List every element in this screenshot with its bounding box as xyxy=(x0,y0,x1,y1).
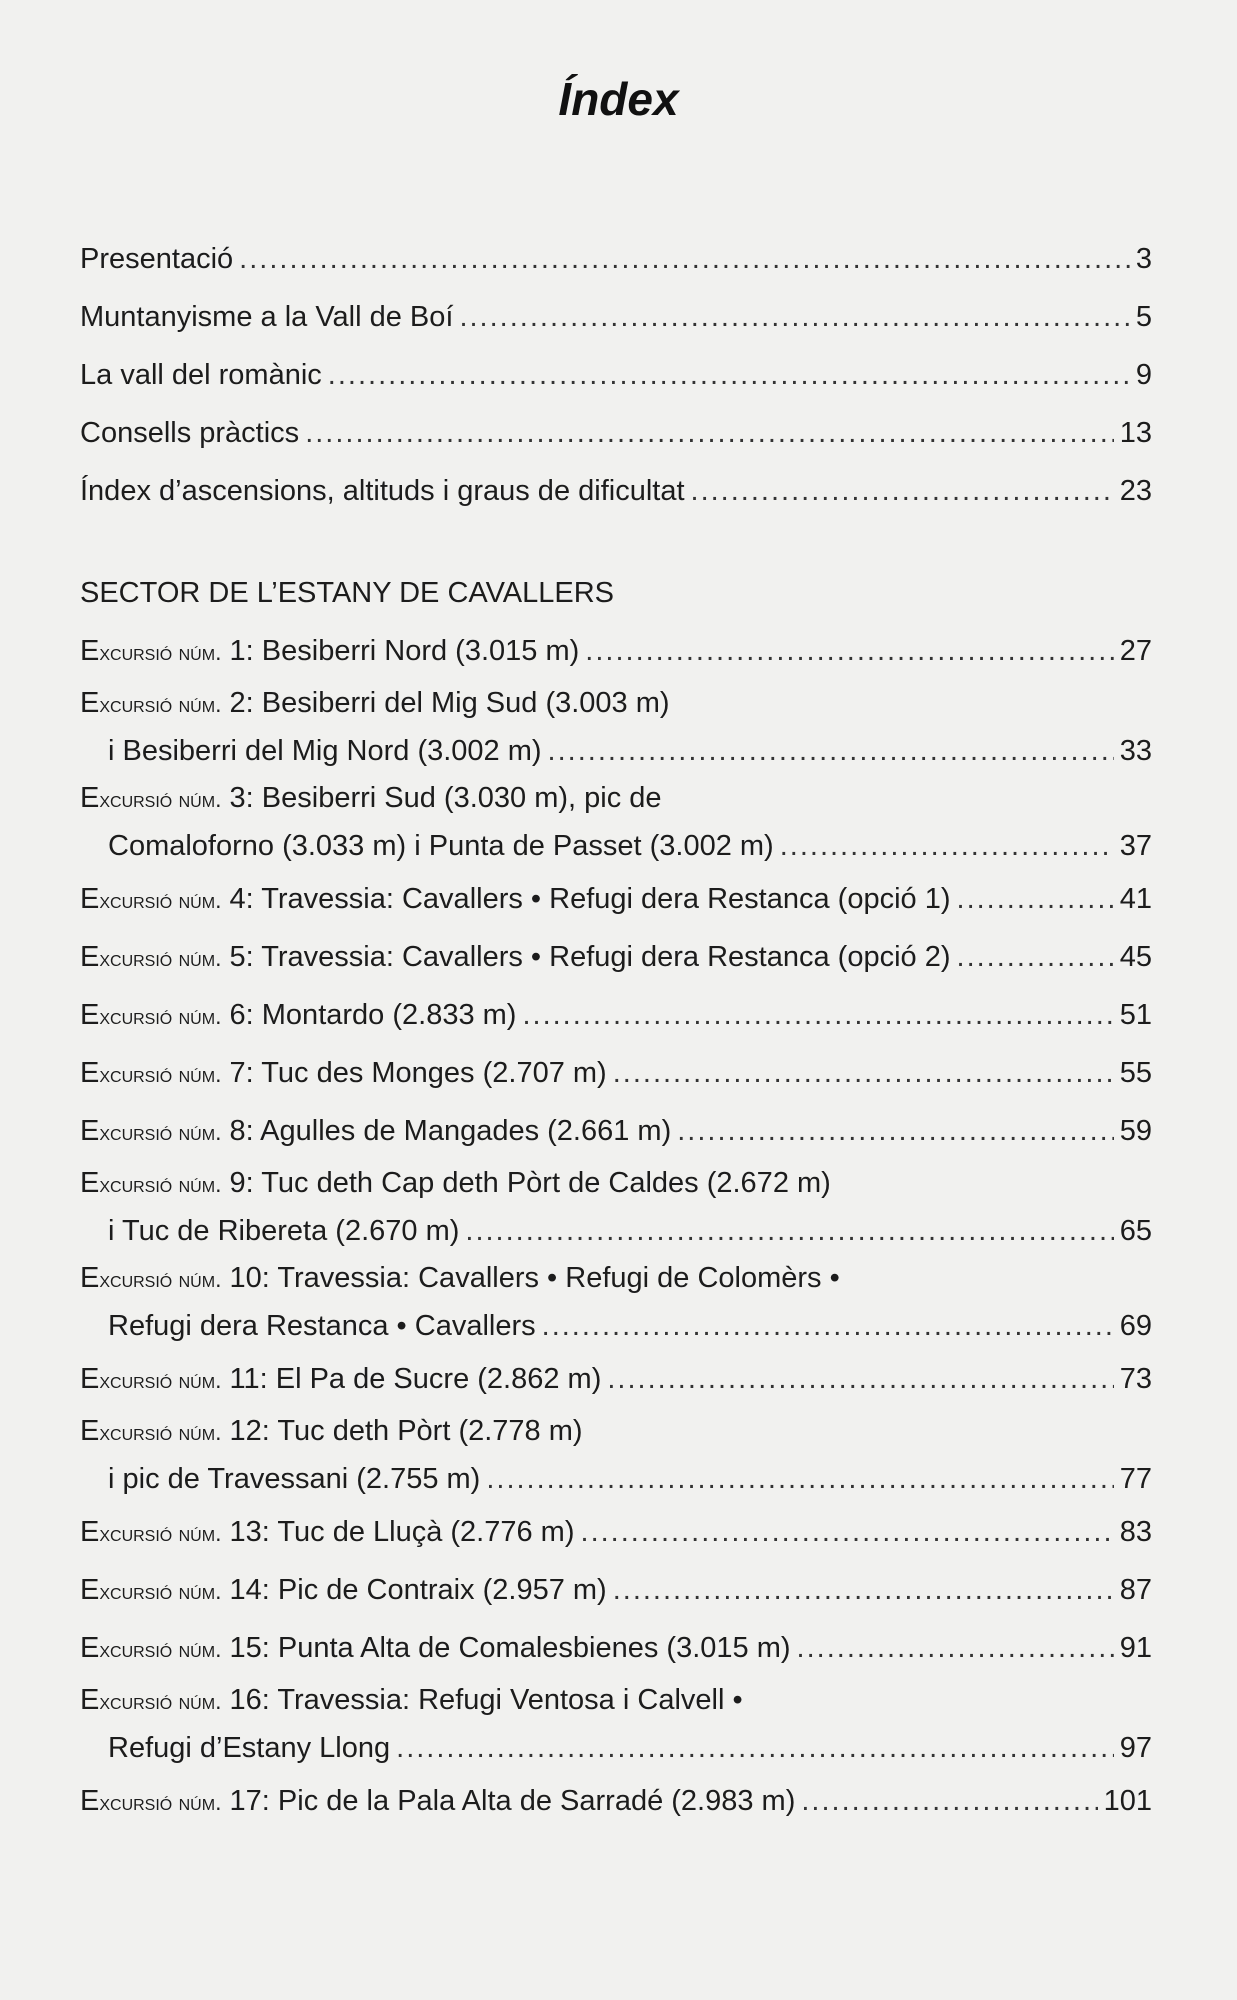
page-title: Índex xyxy=(558,73,679,125)
toc-entry[interactable] xyxy=(80,462,1152,520)
excursion-entry[interactable] xyxy=(80,1102,1152,1160)
excursion-prefix xyxy=(80,1619,221,1678)
entry-label: i Besiberri del Mig Nord (3.002 m) xyxy=(108,735,542,767)
excursion-prefix-initial: E xyxy=(80,1262,100,1294)
page-number: 87 xyxy=(1119,1574,1152,1606)
prelim-list xyxy=(80,230,1152,520)
excursion-entry[interactable] xyxy=(80,870,1152,928)
dot-leader xyxy=(691,462,1114,520)
page-number: 65 xyxy=(1119,1215,1152,1247)
excursion-prefix xyxy=(80,1350,221,1409)
dot-leader xyxy=(459,288,1129,346)
excursion-prefix-initial: E xyxy=(80,1516,100,1548)
excursion-prefix-initial: E xyxy=(80,1574,100,1606)
entry-label: 12: Tuc deth Pòrt (2.778 m) xyxy=(229,1415,583,1447)
dot-leader xyxy=(328,346,1130,404)
excursion-prefix-rest: xcursió núm. xyxy=(99,1520,222,1546)
excursion-list xyxy=(80,622,1152,1830)
excursion-prefix-rest: xcursió núm. xyxy=(99,691,222,717)
entry-label: 3: Besiberri Sud (3.030 m), pic de xyxy=(229,782,662,814)
excursion-prefix-initial: E xyxy=(80,1632,100,1664)
dot-leader xyxy=(677,1102,1113,1160)
excursion-prefix-rest: xcursió núm. xyxy=(99,1119,222,1145)
excursion-prefix xyxy=(80,775,221,823)
entry-label: 6: Montardo (2.833 m) xyxy=(229,999,517,1031)
excursion-prefix-rest: xcursió núm. xyxy=(99,1061,222,1087)
excursion-prefix-initial: E xyxy=(80,1684,100,1716)
excursion-prefix xyxy=(80,1102,221,1161)
dot-leader xyxy=(607,1350,1113,1408)
entry-label: 10: Travessia: Cavallers • Refugi de Colomèrs • xyxy=(229,1262,840,1294)
excursion-prefix xyxy=(80,1561,221,1620)
toc-entry[interactable] xyxy=(80,230,1152,288)
entry-label: i Tuc de Ribereta (2.670 m) xyxy=(108,1215,460,1247)
entry-label: Refugi d’Estany Llong xyxy=(108,1732,391,1764)
excursion-entry[interactable] xyxy=(80,1503,1152,1561)
excursion-entry[interactable] xyxy=(80,1619,1152,1677)
page-number: 77 xyxy=(1119,1463,1152,1495)
excursion-prefix xyxy=(80,986,221,1045)
dot-leader xyxy=(797,1619,1114,1677)
toc-entry[interactable] xyxy=(80,346,1152,404)
toc-entry[interactable] xyxy=(80,404,1152,462)
dot-leader xyxy=(957,870,1114,928)
excursion-entry[interactable] xyxy=(80,1408,1152,1455)
dot-leader xyxy=(239,230,1130,288)
excursion-prefix-initial: E xyxy=(80,1167,100,1199)
dot-leader xyxy=(486,1455,1113,1503)
page-number: 3 xyxy=(1135,243,1152,275)
entry-label: 8: Agulles de Mangades (2.661 m) xyxy=(229,1115,672,1147)
entry-label: 1: Besiberri Nord (3.015 m) xyxy=(229,635,580,667)
excursion-prefix-rest: xcursió núm. xyxy=(99,1578,222,1604)
excursion-entry[interactable] xyxy=(80,1350,1152,1408)
dot-leader xyxy=(581,1503,1114,1561)
entry-label: 16: Travessia: Refugi Ventosa i Calvell • xyxy=(229,1684,743,1716)
page-number: 41 xyxy=(1119,883,1152,915)
toc-entry[interactable] xyxy=(80,288,1152,346)
excursion-prefix-initial: E xyxy=(80,635,100,667)
entry-label: 17: Pic de la Pala Alta de Sarradé (2.983 m) xyxy=(229,1785,796,1817)
excursion-entry-continued[interactable] xyxy=(80,1724,1152,1772)
excursion-prefix xyxy=(80,928,221,987)
page-number: 97 xyxy=(1119,1732,1152,1764)
excursion-entry-continued[interactable] xyxy=(80,1207,1152,1255)
entry-label: 14: Pic de Contraix (2.957 m) xyxy=(229,1574,607,1606)
entry-label: Comaloforno (3.033 m) i Punta de Passet (3.002 m) xyxy=(108,830,774,862)
excursion-entry-continued[interactable] xyxy=(80,822,1152,870)
excursion-prefix-initial: E xyxy=(80,1057,100,1089)
excursion-prefix-rest: xcursió núm. xyxy=(99,1367,222,1393)
excursion-prefix xyxy=(80,1160,221,1208)
excursion-prefix-initial: E xyxy=(80,1115,100,1147)
excursion-prefix-rest: xcursió núm. xyxy=(99,1171,222,1197)
dot-leader xyxy=(613,1044,1114,1102)
excursion-prefix xyxy=(80,1044,221,1103)
entry-label: La vall del romànic xyxy=(80,359,322,391)
excursion-prefix-rest: xcursió núm. xyxy=(99,1003,222,1029)
entry-label: 5: Travessia: Cavallers • Refugi dera Restanca (opció 2) xyxy=(229,941,951,973)
dot-leader xyxy=(522,986,1113,1044)
excursion-entry[interactable] xyxy=(80,1561,1152,1619)
excursion-entry-continued[interactable] xyxy=(80,1302,1152,1350)
excursion-prefix-rest: xcursió núm. xyxy=(99,786,222,812)
section-heading: SECTOR DE L’ESTANY DE CAVALLERS xyxy=(80,577,614,609)
excursion-prefix xyxy=(80,622,221,681)
excursion-prefix-initial: E xyxy=(80,1415,100,1447)
entry-label: 7: Tuc des Monges (2.707 m) xyxy=(229,1057,607,1089)
page-number: 33 xyxy=(1119,735,1152,767)
excursion-prefix xyxy=(80,1503,221,1562)
entry-label: Presentació xyxy=(80,243,234,275)
excursion-entry[interactable] xyxy=(80,928,1152,986)
page-number: 59 xyxy=(1119,1115,1152,1147)
entry-label: 13: Tuc de Lluçà (2.776 m) xyxy=(229,1516,575,1548)
dot-leader xyxy=(801,1772,1097,1830)
excursion-prefix-rest: xcursió núm. xyxy=(99,1688,222,1714)
excursion-entry[interactable] xyxy=(80,1772,1152,1830)
excursion-prefix-initial: E xyxy=(80,782,100,814)
dot-leader xyxy=(585,622,1113,680)
entry-label: 4: Travessia: Cavallers • Refugi dera Restanca (opció 1) xyxy=(229,883,951,915)
excursion-prefix-rest: xcursió núm. xyxy=(99,639,222,665)
page-number: 5 xyxy=(1135,301,1152,333)
page-number: 69 xyxy=(1119,1310,1152,1342)
excursion-entry[interactable] xyxy=(80,986,1152,1044)
dot-leader xyxy=(548,727,1114,775)
entry-label: 9: Tuc deth Cap deth Pòrt de Caldes (2.672 m) xyxy=(229,1167,831,1199)
entry-label: Refugi dera Restanca • Cavallers xyxy=(108,1310,536,1342)
excursion-prefix xyxy=(80,1255,221,1303)
excursion-prefix-initial: E xyxy=(80,883,100,915)
dot-leader xyxy=(396,1724,1114,1772)
dot-leader xyxy=(613,1561,1114,1619)
entry-label: i pic de Travessani (2.755 m) xyxy=(108,1463,481,1495)
excursion-entry[interactable] xyxy=(80,680,1152,727)
page-number: 23 xyxy=(1119,475,1152,507)
table-of-contents xyxy=(80,230,1152,1830)
excursion-entry-continued[interactable] xyxy=(80,727,1152,775)
excursion-prefix xyxy=(80,1408,221,1456)
page-number: 13 xyxy=(1119,417,1152,449)
page-number: 83 xyxy=(1119,1516,1152,1548)
excursion-prefix-rest: xcursió núm. xyxy=(99,1419,222,1445)
page-number: 55 xyxy=(1119,1057,1152,1089)
entry-label: Índex d’ascensions, altituds i graus de dificultat xyxy=(80,475,685,507)
page-number: 27 xyxy=(1119,635,1152,667)
excursion-entry[interactable] xyxy=(80,775,1152,822)
entry-label: 2: Besiberri del Mig Sud (3.003 m) xyxy=(229,687,670,719)
excursion-prefix-initial: E xyxy=(80,687,100,719)
excursion-prefix-initial: E xyxy=(80,1785,100,1817)
entry-label: 15: Punta Alta de Comalesbienes (3.015 m) xyxy=(229,1632,791,1664)
dot-leader xyxy=(957,928,1114,986)
dot-leader xyxy=(542,1302,1114,1350)
excursion-prefix-rest: xcursió núm. xyxy=(99,1636,222,1662)
entry-label: 11: El Pa de Sucre (2.862 m) xyxy=(229,1363,602,1395)
excursion-entry[interactable] xyxy=(80,622,1152,680)
excursion-entry-continued[interactable] xyxy=(80,1455,1152,1503)
page-number: 37 xyxy=(1119,830,1152,862)
dot-leader xyxy=(305,404,1114,462)
excursion-prefix xyxy=(80,1677,221,1725)
page-number: 73 xyxy=(1119,1363,1152,1395)
excursion-prefix-rest: xcursió núm. xyxy=(99,1789,222,1815)
page-number: 51 xyxy=(1119,999,1152,1031)
entry-label: Consells pràctics xyxy=(80,417,300,449)
excursion-prefix xyxy=(80,680,221,728)
excursion-entry[interactable] xyxy=(80,1044,1152,1102)
excursion-prefix xyxy=(80,1772,221,1831)
excursion-prefix xyxy=(80,870,221,929)
page-number: 45 xyxy=(1119,941,1152,973)
excursion-prefix-rest: xcursió núm. xyxy=(99,1266,222,1292)
excursion-entry[interactable] xyxy=(80,1677,1152,1724)
excursion-prefix-initial: E xyxy=(80,941,100,973)
excursion-entry[interactable] xyxy=(80,1160,1152,1207)
entry-label: Muntanyisme a la Vall de Boí xyxy=(80,301,454,333)
excursion-prefix-rest: xcursió núm. xyxy=(99,945,222,971)
dot-leader xyxy=(780,822,1114,870)
excursion-prefix-initial: E xyxy=(80,1363,100,1395)
page-number: 101 xyxy=(1103,1785,1152,1817)
page-number: 91 xyxy=(1119,1632,1152,1664)
dot-leader xyxy=(465,1207,1113,1255)
excursion-entry[interactable] xyxy=(80,1255,1152,1302)
page-number: 9 xyxy=(1135,359,1152,391)
excursion-prefix-rest: xcursió núm. xyxy=(99,887,222,913)
excursion-prefix-initial: E xyxy=(80,999,100,1031)
